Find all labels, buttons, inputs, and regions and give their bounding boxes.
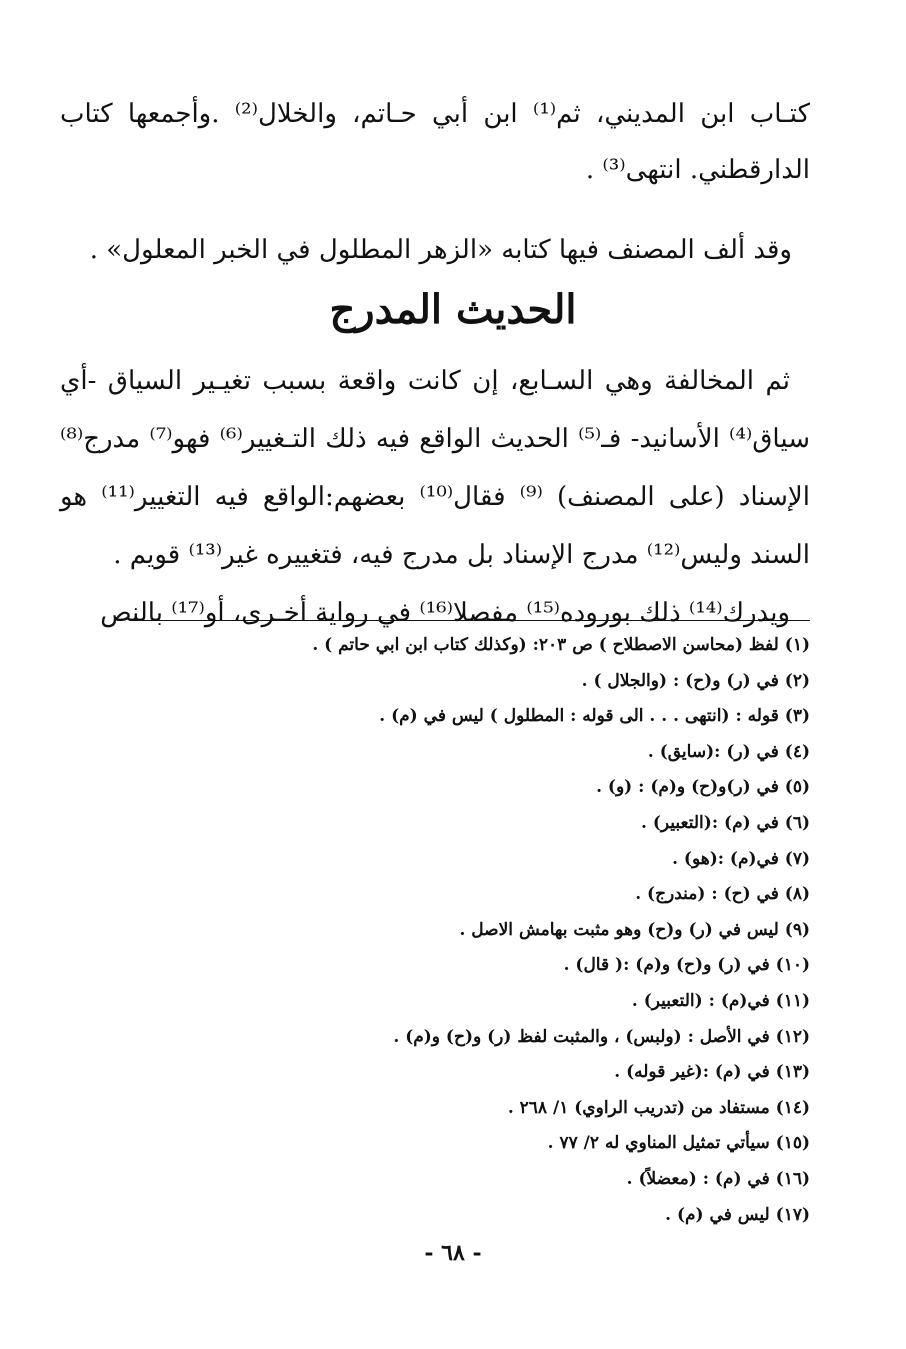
paragraph: وقد ألف المصنف فيها كتابه «الزهر المطلول في الخبر المعلول» . bbox=[89, 235, 792, 265]
page-number: - ٦٨ - bbox=[424, 1240, 482, 1266]
section-heading: الحديث المدرج bbox=[329, 286, 577, 333]
footnote: (٦) في (م) :(التعبير) . bbox=[641, 812, 810, 833]
footnote: (١٠) في (ر) و(ح) و(م) :( قال) . bbox=[563, 955, 810, 976]
footnote: (٥) في (ر)و(ح) و(م) : (و) . bbox=[596, 777, 810, 798]
main-text bbox=[60, 352, 810, 642]
footnote-separator bbox=[130, 620, 810, 621]
footnote: (١) لفظ (محاسن الاصطلاح ) ص ٢٠٣: (وكذلك كتاب ابن ابي حاتم ) . bbox=[312, 635, 810, 655]
footnote: (٧) في(م) :(هو) . bbox=[672, 848, 810, 869]
paragraph: ويدرك⁽¹⁴⁾ ذلك بوروده⁽¹⁵⁾ مفصلا⁽¹⁶⁾ في رواية أخـرى، أو⁽¹⁷⁾ بالنص bbox=[100, 598, 790, 628]
footnote: (١٤) مستفاد من (تدريب الراوي) ١/ ٢٦٨ . bbox=[507, 1097, 810, 1118]
footnote: (٢) في (ر) و(ح) : (والجلال ) . bbox=[581, 670, 810, 691]
footnote: (١٦) في (م) : (معضلاً) . bbox=[626, 1168, 810, 1189]
footnote: (١١) في(م) : (التعبير) . bbox=[631, 990, 810, 1011]
footnote: (٣) قوله : (انتهى . . . الى قوله : المطلول ) ليس في (م) . bbox=[379, 706, 810, 727]
footnote: (١٧) ليس في (م) . bbox=[665, 1204, 810, 1225]
footnote: (١٢) في الأصل : (ولبس) ، والمثبت لفظ (ر) و(ح) و(م) . bbox=[393, 1026, 810, 1047]
footnote: (٩) ليس في (ر) و(ح) وهو مثبت بهامش الاصل . bbox=[459, 919, 810, 940]
paragraph: كتـاب ابن المديني، ثم⁽¹⁾ ابن أبي حـاتم، والخلال⁽²⁾ .وأجمعها كتاب الدارقطني. انتهى⁽³⁾ . bbox=[60, 99, 810, 185]
footnotes bbox=[90, 628, 810, 1233]
footnote: (٨) في (ح) : (مندرج) . bbox=[635, 884, 810, 905]
footnote: (١٥) سيأتي تمثيل المناوي له ٢/ ٧٧ . bbox=[547, 1133, 810, 1154]
intro-text bbox=[60, 86, 810, 278]
paragraph: ثم المخالفة وهي السـابع، إن كانت واقعة بسبب تغيـير السياق -أي سياق⁽⁴⁾ الأسانيد- فـ⁽⁵⁾ الحديث الواقع فيه ذلك التـغيير⁽⁶⁾ فهو⁽⁷⁾ مدرج⁽⁸⁾ الإسناد (على المصنف) ⁽⁹⁾ فقال⁽¹⁰⁾ بعضهم:الواقع فيه التغيير⁽¹¹⁾ هو السند وليس⁽¹²⁾ مدرج الإسناد بل مدرج فيه، فتغييره غير⁽¹³⁾ قويم . bbox=[60, 366, 810, 570]
footnote: (٤) في (ر) :(سايق) . bbox=[647, 741, 810, 762]
footnote: (١٣) في (م) :(غير قوله) . bbox=[614, 1062, 810, 1083]
